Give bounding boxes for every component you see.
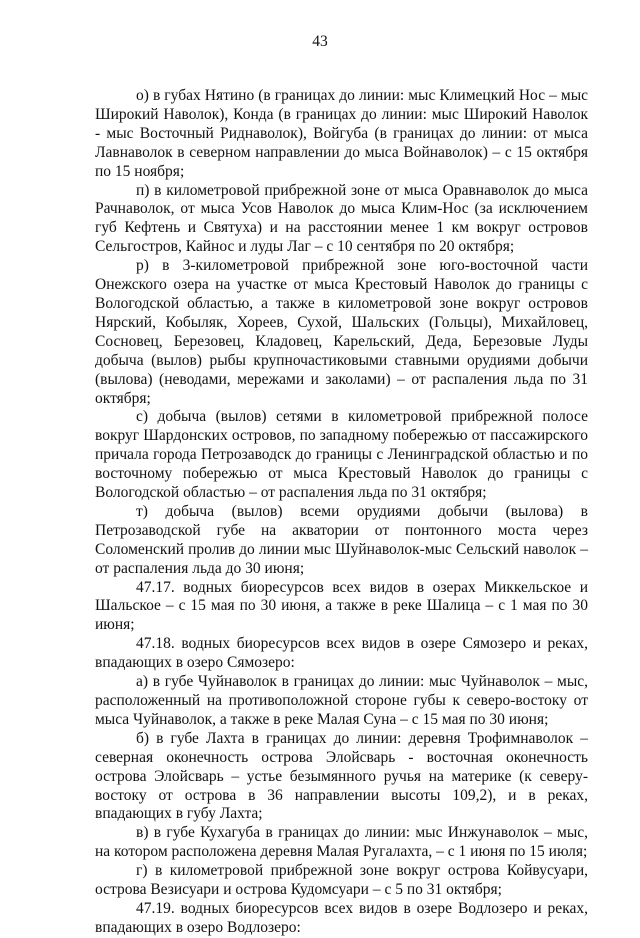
document-body [95,87,588,938]
page-number: 43 [312,33,328,50]
paragraph-47-18: 47.18. водных биоресурсов всех видов в озере Сямозеро и реках, впадающих в озеро Сямозеро: [95,635,588,672]
paragraph-47-19: 47.19. водных биоресурсов всех видов в озере Водлозеро и реках, впадающих в озеро Водлозеро: [95,899,588,936]
paragraph-47-18-b: б) в губе Лахта в границах до линии: деревня Трофимнаволок – северная оконечность острова Элойсварь - восточная оконечность острова Элойсварь – устье безымянного ручья на материке (к северу-востоку от острова в 36 направлении высоты 109,2), и в реках, впадающих в губу Лахта; [95,729,588,823]
paragraph-47-17: 47.17. водных биоресурсов всех видов в озерах Миккельское и Шальское – с 15 мая по 30 июня, а также в реке Шалица – с 1 мая по 30 июня; [95,578,588,634]
paragraph-p: п) в километровой прибрежной зоне от мыса Оравнаволок до мыса Рачнаволок, от мыса Усов Наволок до мыса Клим-Нос (за исключением губ Кефтень и Святуха) и на расстоянии менее 1 км вокруг островов Сельгостров, Кайнос и луды Лаг – с 10 сентября по 20 октября; [95,181,588,256]
paragraph-s: с) добыча (вылов) сетями в километровой прибрежной полосе вокруг Шардонских островов, по западному побережью от пассажирского причала города Петрозаводск до границы с Ленинградской областью и по восточному побережью от мыса Крестовый Наволок до границы с Вологодской областью – от распаления льда по 31 октября; [95,408,588,502]
paragraph-47-18-a: а) в губе Чуйнаволок в границах до линии: мыс Чуйнаволок – мыс, расположенный на противоположной стороне губы к северо-востоку от мыса Чуйнаволок, а также в реке Малая Суна – с 15 мая по 30 июня; [95,673,588,728]
paragraph-47-18-v: в) в губе Кухагуба в границах до линии: мыс Инжунаволок – мыс, на котором расположена деревня Малая Ругалахта, – с 1 июня по 15 июля; [95,824,588,861]
paragraph-r: р) в 3-километровой прибрежной зоне юго-восточной части Онежского озера на участке от мыса Крестовый Наволок до границы с Вологодской областью, а также в километровой зоне вокруг островов Нярский, Кобыляк, Хореев, Сухой, Шальских (Гольцы), Михайловец, Сосновец, Березовец, Кладовец, Карельский, Деда, Березовые Луды добыча (вылов) рыбы крупночастиковыми ставными орудиями добычи (вылова) (неводами, мережами и заколами) – от распаления льда по 31 октября; [95,257,588,407]
paragraph-47-18-g: г) в километровой прибрежной зоне вокруг острова Койвусуари, острова Везисуари и острова Кудомсуари – с 5 по 31 октября; [95,862,588,899]
paragraph-o: о) в губах Нятино (в границах до линии: мыс Климецкий Нос – мыс Широкий Наволок), Конда (в границах до линии: мыс Широкий Наволок - мыс Восточный Риднаволок), Войгуба (в границах до линии: от мыса Лавнаволок в северном направлении до мыса Войнаволок) – с 15 октября по 15 ноября; [95,87,588,180]
paragraph-t: т) добыча (вылов) всеми орудиями добычи (вылова) в Петрозаводской губе на акватории от понтонного моста через Соломенский пролив до линии мыс Шуйнаволок-мыс Сельский наволок – от распаления льда до 30 июня; [95,502,588,577]
